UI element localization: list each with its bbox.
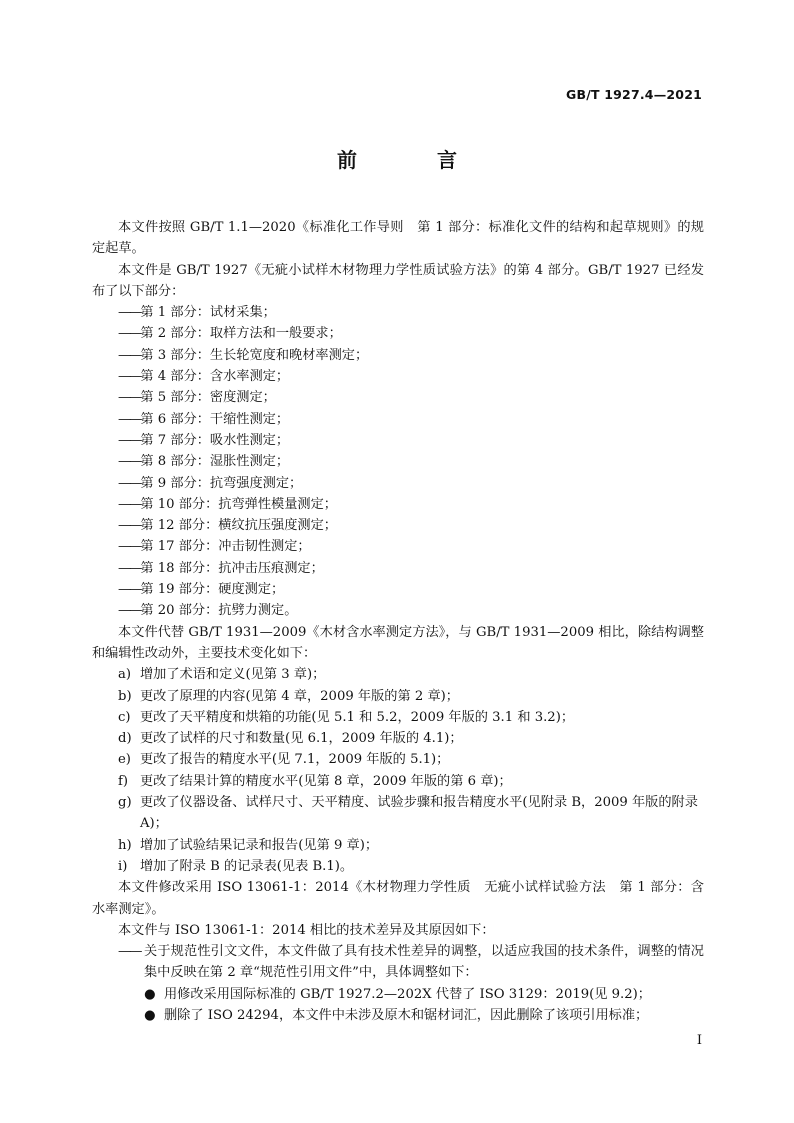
list-item: d) 更改了试样的尺寸和数量(见 6.1，2009 年版的 4.1)；	[92, 728, 704, 749]
paragraph-differences: 本文件与 ISO 13061-1：2014 相比的技术差异及其原因如下：	[118, 922, 495, 938]
list-item: ——第 10 部分：抗弯弹性模量测定；	[118, 496, 337, 512]
list-item: ——第 8 部分：湿胀性测定；	[118, 454, 290, 470]
list-label: f)	[118, 773, 129, 789]
dash-mark: ——	[118, 454, 141, 470]
list-item: a) 增加了术语和定义(见第 3 章)；	[92, 664, 704, 685]
paragraph-series-intro: 本文件是 GB/T 1927《无疵小试样木材物理力学性质试验方法》的第 4 部分。GB/T 1927 已经发布了以下部分：	[92, 262, 704, 299]
list-item: ——第 4 部分：含水率测定；	[118, 369, 290, 385]
list-label: c)	[118, 709, 131, 725]
list-item: e) 更改了报告的精度水平(见 7.1，2009 年版的 5.1)；	[92, 749, 704, 770]
page-title: 前 言	[337, 148, 487, 172]
dash-mark: ——	[118, 582, 141, 598]
bullet-icon: ●	[144, 986, 156, 1002]
dash-mark: ——	[118, 432, 141, 448]
list-item: c) 更改了天平精度和烘箱的功能(见 5.1 和 5.2，2009 年版的 3.1 和 3.2)；	[92, 707, 704, 728]
list-item: ——第 5 部分：密度测定；	[118, 390, 276, 406]
foreword-body	[92, 217, 704, 1026]
list-label: d)	[118, 731, 132, 747]
list-label: e)	[118, 752, 131, 768]
list-item: ——第 2 部分：取样方法和一般要求；	[118, 326, 342, 342]
list-item: ——第 1 部分：试材采集；	[118, 305, 276, 321]
dash-mark: ——	[118, 475, 141, 491]
standard-code: GB/T 1927.4—2021	[566, 87, 702, 102]
dash-mark: ——	[118, 560, 141, 576]
list-label: b)	[118, 688, 132, 704]
changes-list	[92, 664, 704, 877]
list-item: ● 用修改采用国际标准的 GB/T 1927.2—202X 代替了 ISO 3129：2019(见 9.2)；	[92, 984, 704, 1005]
list-item: i) 增加了附录 B 的记录表(见表 B.1)。	[92, 856, 704, 877]
list-item: ——第 12 部分：横纹抗压强度测定；	[118, 518, 337, 534]
list-label: a)	[118, 667, 132, 683]
list-item: ——第 9 部分：抗弯强度测定；	[118, 475, 303, 491]
parts-list	[92, 302, 704, 621]
dash-mark: ——	[118, 411, 141, 427]
dash-mark: ——	[118, 390, 141, 406]
paragraph-adoption: 本文件修改采用 ISO 13061-1：2014《木材物理力学性质 无疵小试样试验方法 第 1 部分：含水率测定》。	[92, 880, 704, 917]
list-item: ——第 6 部分：干缩性测定；	[118, 411, 290, 427]
list-item: —— 关于规范性引文文件，本文件做了具有技术性差异的调整，以适应我国的技术条件，调整的情况集中反映在第 2 章“规范性引用文件”中，具体调整如下：	[92, 941, 704, 984]
dash-mark: ——	[118, 326, 141, 342]
list-item: ——第 3 部分：生长轮宽度和晚材率测定；	[118, 347, 369, 363]
dash-mark: ——	[118, 539, 141, 555]
dash-mark: ——	[118, 496, 141, 512]
bullet-icon: ●	[144, 1007, 156, 1023]
list-item: b) 更改了原理的内容(见第 4 章，2009 年版的第 2 章)；	[92, 686, 704, 707]
dash-mark: ——	[118, 518, 141, 534]
list-item: ——第 17 部分：冲击韧性测定；	[118, 539, 311, 555]
dash-mark: ——	[118, 369, 141, 385]
dash-mark: ——	[118, 347, 141, 363]
list-item: h) 增加了试验结果记录和报告(见第 9 章)；	[92, 835, 704, 856]
list-item: ● 删除了 ISO 24294，本文件中未涉及原木和锯材词汇，因此删除了该项引用标准；	[92, 1005, 704, 1026]
list-item: ——第 18 部分：抗冲击压痕测定；	[118, 560, 324, 576]
dash-mark: ——	[118, 944, 141, 960]
list-item: ——第 20 部分：抗劈力测定。	[118, 603, 298, 619]
list-label: i)	[118, 858, 128, 874]
list-item: g) 更改了仪器设备、试样尺寸、天平精度、试验步骤和报告精度水平(见附录 B，2009 年版的附录 A)；	[92, 792, 704, 835]
list-item: ——第 7 部分：吸水性测定；	[118, 432, 290, 448]
list-item: ——第 19 部分：硬度测定；	[118, 582, 285, 598]
list-item: f) 更改了结果计算的精度水平(见第 8 章，2009 年版的第 6 章)；	[92, 771, 704, 792]
list-label: h)	[118, 837, 132, 853]
dash-mark: ——	[118, 305, 141, 321]
page-number: I	[696, 1033, 702, 1048]
dash-mark: ——	[118, 603, 141, 619]
list-label: g)	[118, 795, 132, 811]
paragraph-drafting-rule: 本文件按照 GB/T 1.1—2020《标准化工作导则 第 1 部分：标准化文件的结构和起草规则》的规定起草。	[92, 220, 704, 257]
paragraph-replaces: 本文件代替 GB/T 1931—2009《木材含水率测定方法》，与 GB/T 1931—2009 相比，除结构调整和编辑性改动外，主要技术变化如下：	[92, 624, 704, 661]
